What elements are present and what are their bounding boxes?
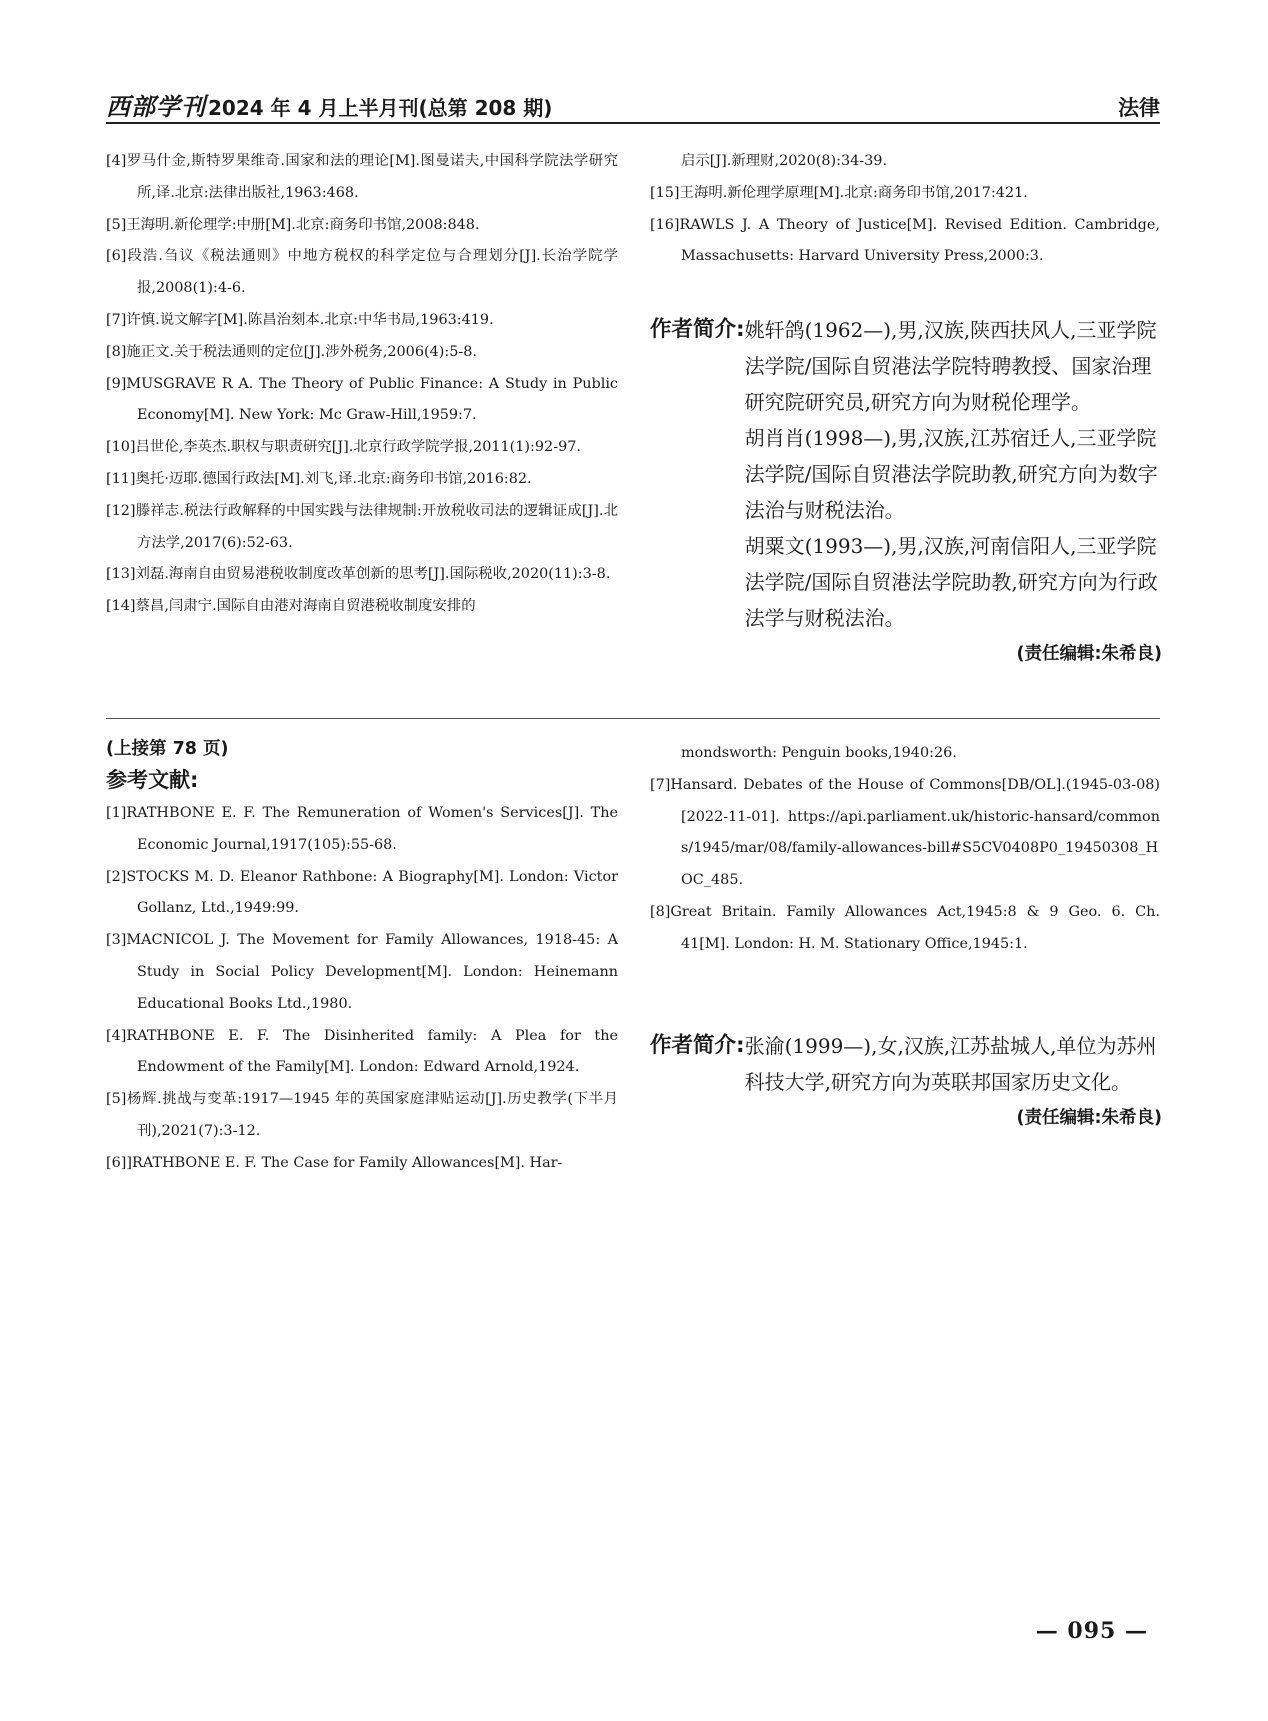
masthead (106, 87, 552, 122)
editor-note: (责任编辑:朱希良) (1016, 1108, 1162, 1128)
reference-item: [16]RAWLS J. A Theory of Justice[M]. Revised Edition. Cambridge, Massachusetts: Harvard University Press,2000:3. (650, 216, 1160, 265)
reference-item: [7]Hansard. Debates of the House of Commons[DB/OL].(1945-03-08)[2022-11-01]. https://api.parliament.uk/historic-hansard/commons/1945/mar/08/family-allowances-bill#S5CV0408P0_19450308_HOC_485. (650, 776, 1160, 889)
reference-item: [2]STOCKS M. D. Eleanor Rathbone: A Biography[M]. London: Victor Gollanz, Ltd.,1949:99. (106, 868, 618, 917)
top-right-references (650, 146, 1160, 273)
reference-item: [1]RATHBONE E. F. The Remuneration of Women's Services[J]. The Economic Journal,1917(105):55-68. (106, 805, 618, 853)
reference-item: [15]王海明.新伦理学原理[M].北京:商务印书馆,2017:421. (650, 184, 1028, 201)
top-left-references (106, 146, 618, 623)
author-bio-label: 作者简介: (650, 317, 745, 342)
author-bio-paragraph: 胡粟文(1993—),男,汉族,河南信阳人,三亚学院法学院/国际自贸港法学院助教,研究方向为行政法学与财税法治。 (744, 534, 1158, 630)
reference-item: [13]刘磊.海南自由贸易港税收制度改革创新的思考[J].国际税收,2020(11):3-8. (106, 566, 611, 583)
bottom-left-column (106, 736, 618, 1180)
issue-info: 2024 年 4 月上半月刊(总第 208 期) (208, 96, 553, 120)
reference-item: [12]滕祥志.税法行政解释的中国实践与法律规制:开放税收司法的逻辑证成[J].北方法学,2017(6):52-63. (106, 502, 618, 551)
section-divider (106, 718, 1160, 719)
section-label: 法律 (1118, 96, 1160, 120)
editor-note: (责任编辑:朱希良) (1016, 644, 1162, 664)
continued-from-note: (上接第 78 页) (106, 739, 229, 759)
reference-item: [6]段浩.刍议《税法通则》中地方税权的科学定位与合理划分[J].长治学院学报,2008(1):4-6. (106, 248, 618, 297)
reference-item: [4]RATHBONE E. F. The Disinherited family: A Plea for the Endowment of the Family[M]. London: Edward Arnold,1924. (106, 1027, 618, 1076)
reference-item: [4]罗马什金,斯特罗果维奇.国家和法的理论[M].图曼诺夫,中国科学院法学研究所,译.北京:法律出版社,1963:468. (106, 153, 618, 201)
reference-item: [11]奥托·迈耶.德国行政法[M].刘飞,译.北京:商务印书馆,2016:82. (106, 470, 532, 487)
journal-logo: 西部学刊 (106, 92, 206, 121)
author-bio-paragraph: 姚轩鸽(1962—),男,汉族,陕西扶风人,三亚学院法学院/国际自贸港法学院特聘教授、国家治理研究院研究员,研究方向为财税伦理学。 (744, 318, 1157, 414)
reference-item: [14]蔡昌,闫肃宁.国际自由港对海南自贸港税收制度安排的 (106, 598, 476, 615)
bottom-right-references (650, 738, 1160, 961)
reference-continuation: 启示[J].新理财,2020(8):34-39. (681, 153, 888, 169)
references-title: 参考文献: (106, 768, 199, 792)
reference-item: [8]Great Britain. Family Allowances Act,1945:8 & 9 Geo. 6. Ch. 41[M]. London: H. M. Stationary Office,1945:1. (650, 903, 1160, 952)
page-header (106, 86, 1160, 124)
author-bio-label: 作者简介: (650, 1033, 745, 1058)
top-author-bio (650, 312, 1162, 672)
author-bio-paragraph: 张渝(1999—),女,汉族,江苏盐城人,单位为苏州科技大学,研究方向为英联邦国家历史文化。 (744, 1034, 1157, 1094)
reference-item: [7]许慎.说文解字[M].陈昌治刻本.北京:中华书局,1963:419. (106, 311, 494, 328)
bottom-author-bio (650, 1028, 1162, 1136)
page-number: — 095 — (1035, 1618, 1148, 1644)
author-bio-paragraph: 胡肖肖(1998—),男,汉族,江苏宿迁人,三亚学院法学院/国际自贸港法学院助教,研究方向为数字法治与财税法治。 (744, 426, 1158, 522)
reference-item: [6]]RATHBONE E. F. The Case for Family Allowances[M]. Har- (106, 1154, 563, 1171)
reference-continuation: mondsworth: Penguin books,1940:26. (681, 745, 957, 761)
reference-item: [9]MUSGRAVE R A. The Theory of Public Finance: A Study in Public Economy[M]. New York: Mc Graw-Hill,1959:7. (106, 375, 618, 424)
reference-item: [8]施正文.关于税法通则的定位[J].涉外税务,2006(4):5-8. (106, 343, 477, 360)
reference-item: [5]王海明.新伦理学:中册[M].北京:商务印书馆,2008:848. (106, 216, 480, 233)
reference-item: [10]吕世伦,李英杰.职权与职责研究[J].北京行政学院学报,2011(1):92-97. (106, 439, 581, 456)
reference-item: [3]MACNICOL J. The Movement for Family Allowances, 1918-45: A Study in Social Policy Development[M]. London: Heinemann Educational Books Ltd.,1980. (106, 932, 618, 1012)
reference-item: [5]杨辉.挑战与变革:1917—1945 年的英国家庭津贴运动[J].历史教学(下半月刊),2021(7):3-12. (106, 1091, 618, 1139)
